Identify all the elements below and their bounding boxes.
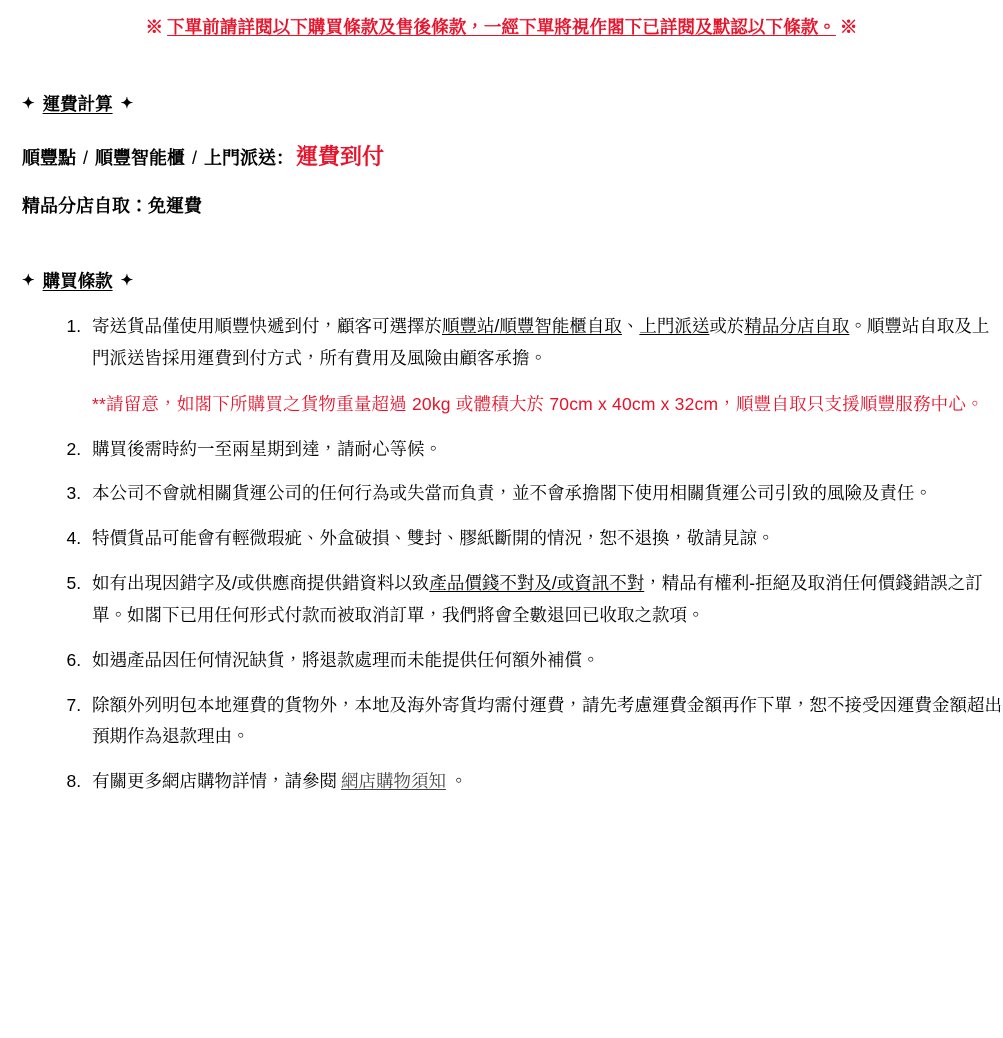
list-item <box>86 568 1003 632</box>
diamond-bullet-icon-right: ✦ <box>120 95 134 112</box>
list-item <box>86 434 1003 466</box>
shipping-separator-1: / <box>83 148 89 168</box>
section-title-shipping-fee: 運費計算 <box>42 94 113 114</box>
diamond-bullet-icon-right-2: ✦ <box>120 272 134 289</box>
shipping-fee-value: 運費到付 <box>296 144 385 169</box>
term-5-part-1: 如有出現因錯字及/或供應商提供錯資料以致 <box>92 573 430 594</box>
list-item <box>86 766 1003 798</box>
shop-guide-link[interactable]: 網店購物須知 <box>341 771 446 792</box>
list-item <box>86 645 1003 677</box>
term-4-text: 特價貨品可能會有輕微瑕疵、外盒破損、雙封、膠紙斷開的情況，恕不退換，敬請見諒。 <box>92 528 775 549</box>
term-8-tail: 。 <box>450 771 468 792</box>
term-3-text: 本公司不會就相關貨運公司的任何行為或失當而負責，並不會承擔閣下使用相關貨運公司引致的風險及責任。 <box>92 483 932 504</box>
shipping-colon: ： <box>276 148 295 168</box>
terms-document <box>0 14 1003 798</box>
term-1-part-1: 寄送貨品僅使用順豐快遞到付，顧客可選擇於 <box>92 316 442 336</box>
term-1-part-5: 或於 <box>709 316 745 336</box>
term-1-part-3: 、 <box>621 316 640 336</box>
list-item <box>86 523 1003 555</box>
section-heading-purchase-terms <box>0 268 1003 293</box>
term-1-link-door-delivery: 上門派送 <box>639 316 710 336</box>
asterisk-icon: ※ <box>145 17 164 37</box>
term-1-part-7: 。順豐站自取及上門派送皆採用運費到付方式，所有費用及風險由顧客承擔。 <box>92 316 990 368</box>
purchase-terms-list <box>0 311 1003 798</box>
shipping-method-sf-point: 順豐點 <box>22 148 76 168</box>
diamond-bullet-icon-left-2: ✦ <box>22 272 35 289</box>
term-1-link-sf-pickup: 順豐站/順豐智能櫃自取 <box>442 316 622 336</box>
list-item <box>86 311 1003 421</box>
section-heading-shipping-fee <box>0 91 1003 116</box>
top-warning-text: 下單前請詳閱以下購買條款及售後條款，一經下單將視作閣下已詳閱及默認以下條款。 <box>167 17 836 37</box>
shipping-method-door-delivery: 上門派送 <box>204 148 277 168</box>
list-item <box>86 690 1003 754</box>
shipping-methods-line <box>0 140 1003 171</box>
store-pickup-line: 精品分店自取：免運費 <box>22 196 202 216</box>
term-7-text: 除額外列明包本地運費的貨物外，本地及海外寄貨均需付運費，請先考慮運費金額再作下單，恕不接受因運費金額超出預期作為退款理由。 <box>92 694 1002 747</box>
term-5-part-3: ，精品有權利-拒絕及取消任何價錢錯誤之訂單。如閣下已用任何形式付款而被取消訂單，我們將會全數退回已收取之款項。 <box>92 573 983 625</box>
term-8-text: 有關更多網店購物詳情，請參閱 <box>92 771 337 792</box>
shipping-method-sf-locker: 順豐智能櫃 <box>95 148 186 168</box>
asterisk-icon-trailing: ※ <box>839 17 858 37</box>
shipping-separator-2: / <box>192 148 198 168</box>
term-2-text: 購買後需時約一至兩星期到達，請耐心等候。 <box>92 438 442 459</box>
section-title-purchase-terms: 購買條款 <box>42 271 113 291</box>
top-warning-banner <box>0 14 1003 39</box>
list-item <box>86 478 1003 510</box>
diamond-bullet-icon-left: ✦ <box>22 95 35 112</box>
term-1-link-store-pickup: 精品分店自取 <box>744 316 850 336</box>
term-1-weight-note: **請留意，如閣下所購買之貨物重量超過 20kg 或體積大於 70cm x 40cm x 32cm，順豐自取只支援順豐服務中心。 <box>92 393 984 414</box>
term-5-underlined-price-info: 產品價錢不對及/或資訊不對 <box>429 573 645 594</box>
term-6-text: 如遇產品因任何情況缺貨，將退款處理而未能提供任何額外補償。 <box>92 649 600 670</box>
